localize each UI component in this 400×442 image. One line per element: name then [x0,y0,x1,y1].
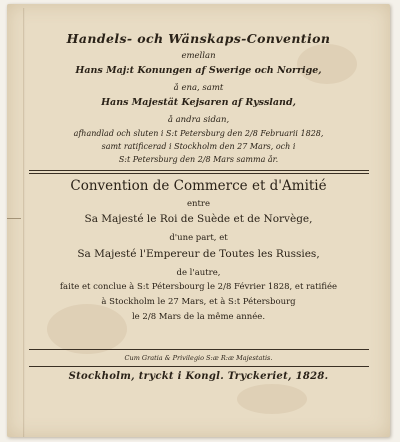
swedish-party-2-side: å andra sidan, [167,115,230,125]
swedish-details-3: S:t Petersburg den 2/8 Mars samma år. [118,155,279,164]
footer-rule-top [29,349,369,350]
swedish-party-1-side: å ena, samt [173,83,224,93]
swedish-title: Handels- och Wänskaps-Convention [66,31,331,46]
document-page [7,4,390,437]
section-divider [29,170,369,174]
paper-stain [297,44,357,84]
page-crease [7,218,21,219]
french-between: entre [186,199,210,209]
page-fold [23,8,25,437]
swedish-details-1: afhandlad och sluten i S:t Petersburg den 2/8 Februarii 1828, [73,129,324,138]
french-details-2: à Stockholm le 27 Mars, et à S:t Pétersbourg [101,297,296,307]
swedish-party-1: Hans Maj:t Konungen af Swerige och Norrige, [75,65,322,76]
french-details-1: faite et conclue à S:t Pétersbourg le 2/8 Février 1828, et ratifiée [59,282,338,292]
french-party-2-side: de l'autre, [176,268,221,278]
swedish-party-2: Hans Majestät Kejsaren af Ryssland, [101,97,296,108]
french-details-3: le 2/8 Mars de la même année. [131,312,266,322]
french-title: Convention de Commerce et d'Amitié [70,178,327,194]
printer-imprint: Stockholm, tryckt i Kongl. Tryckeriet, 1828. [68,371,329,382]
paper-stain [237,384,307,414]
french-party-1-side: d'une part, et [169,233,228,243]
french-party-2: Sa Majesté l'Empereur de Toutes les Russies, [77,248,320,260]
swedish-details-2: samt ratificerad i Stockholm den 27 Mars, och i [101,142,296,151]
footer-rule-bottom [29,366,369,367]
privilege-notice: Cum Gratia & Privilegio S:æ R:æ Majestatis. [124,354,273,362]
french-party-1: Sa Majesté le Roi de Suède et de Norvège, [84,213,313,225]
swedish-between: emellan [181,51,216,61]
